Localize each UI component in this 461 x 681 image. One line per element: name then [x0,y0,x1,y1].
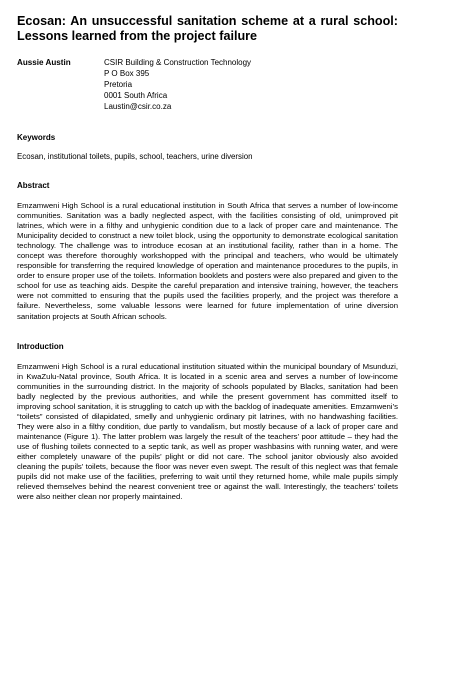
affiliation-line: 0001 South Africa [104,91,168,100]
introduction-text: Emzamweni High School is a rural educational institution situated within the municipal boundary of Msunduzi, in KwaZulu-Natal province, South Africa. It is located in a scenic area and serves a number of low-income communities in the surrounding district. In the majority of schools populated by Blacks, sanitation had been badly neglected by the previous authorities, and while the present government has committed itself to improving school sanitation, it is struggling to catch up with the backlog of inadequate amenities. Emzamweni’s “toilets” consisted of dilapidated, smelly and unhygienic ordinary pit latrines, with no handwashing facilities. They were also in a filthy condition, due partly to vandalism, but mostly because of a lack of proper care and maintenance (Figure 1). The latter problem was largely the result of the teachers’ poor attitude – they had the use of flushing toilets connected to a septic tank, as well as proper washbasins with running water, and were either completely unaware of the pupils’ plight or did not care. The school janitor obviously also avoided cleaning the pupils’ toilets, because the floor was never even swept. The result of this neglect was that female pupils did not make use of the facilities, preferring to wait until they returned home, while male pupils simply relieved themselves behind the nearest convenient tree or against the wall. Interestingly, the teachers’ toilets were also neither clean nor properly maintained. [17,361,398,502]
keywords-text: Ecosan, institutional toilets, pupils, school, teachers, urine diversion [17,152,253,161]
abstract-text: Emzamweni High School is a rural educational institution in South Africa that serves a number of low-income communities. Sanitation was a badly neglected aspect, with the facilities consisting of old, unimproved pit latrines, which were in a filthy and unhygienic condition due to a lack of proper care and maintenance. The Municipality decided to construct a new toilet block, using the opportunity to demonstrate ecological sanitation technology. The challenge was to introduce ecosan at an institutional facility, rather than in a home. The concept was therefore thoroughly workshopped with the principal and teachers, who would be ultimately responsible for transferring the required knowledge of operation and maintenance procedures to the pupils, in order to ensure proper use of the toilets. Information booklets and posters were also prepared and given to the school for use as teaching aids. Despite the careful preparation and intensive training, however, the teachers were not committed to ensuring that the pupils used the facilities properly, and the project was therefore a failure. Nevertheless, some valuable lessons were learned for future implementation of urine diversion sanitation projects at South African schools. [17,201,398,321]
introduction-heading: Introduction [17,341,64,351]
paper-title: Ecosan: An unsuccessful sanitation scheme at a rural school: Lessons learned from the project failure [17,14,398,43]
abstract-heading: Abstract [17,181,50,190]
author-block [17,57,398,113]
author-name: Aussie Austin [17,58,71,67]
keywords-heading: Keywords [17,133,56,142]
author-affiliation [104,57,251,112]
paper-page [17,14,398,502]
affiliation-line: Pretoria [104,80,133,89]
author-email: Laustin@csir.co.za [104,102,172,111]
affiliation-line: CSIR Building & Construction Technology [104,58,252,67]
affiliation-line: P O Box 395 [104,69,150,78]
